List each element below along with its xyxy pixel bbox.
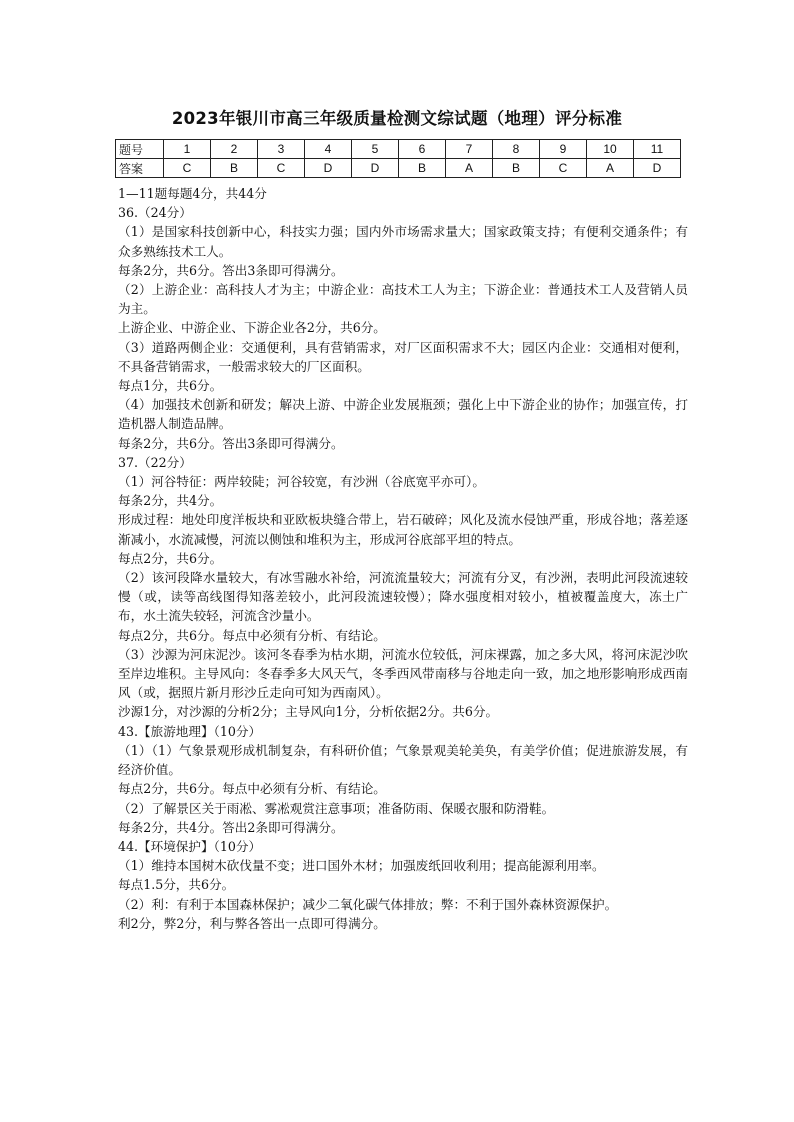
answer-paragraph: （2）利：有利于本国森林保护；减少二氧化碳气体排放；弊：不利于国外森林资源保护。 — [118, 896, 618, 912]
answer-paragraph: （2）了解景区关于雨凇、雾凇观赏注意事项；准备防雨、保暖衣服和防滑鞋。 — [118, 800, 555, 816]
table-header-answer: 答案 — [116, 159, 164, 178]
table-cell-answer: C — [540, 159, 587, 178]
table-cell-answer: B — [399, 159, 446, 178]
answer-paragraph: （1）是国家科技创新中心，科技实力强；国内外市场需求量大；国家政策支持；有便利交通条件；有众多熟练技术工人。 — [118, 224, 688, 259]
scoring-note: 每条2分，共6分。答出3条即可得满分。 — [118, 435, 344, 451]
table-cell-answer: A — [446, 159, 493, 178]
scoring-note: 每点2分，共6分。每点中必须有分析、有结论。 — [118, 627, 386, 643]
score-summary-line: 1—11题每题4分，共44分 — [118, 186, 267, 201]
question-heading: 43.【旅游地理】（10分） — [118, 723, 262, 739]
scoring-note: 每点2分，共6分。 — [118, 550, 223, 566]
scoring-note: 每点2分，共6分。每点中必须有分析、有结论。 — [118, 781, 386, 797]
table-cell-number: 8 — [493, 140, 540, 159]
table-cell-answer: B — [211, 159, 258, 178]
answer-paragraph: （2）上游企业：高科技人才为主；中游企业：高技术工人为主；下游企业：普通技术工人及营销人员为主。 — [118, 282, 688, 317]
scoring-note: 沙源1分，对沙源的分析2分；主导风向1分，分析依据2分。共6分。 — [118, 704, 499, 720]
scoring-note: 每条2分，共6分。答出3条即可得满分。 — [118, 262, 344, 278]
table-cell-number: 11 — [634, 140, 681, 159]
table-cell-answer: C — [258, 159, 305, 178]
table-cell-number: 3 — [258, 140, 305, 159]
scoring-note: 每条2分，共4分。答出2条即可得满分。 — [118, 819, 344, 835]
table-cell-number: 10 — [587, 140, 634, 159]
scoring-note: 每点1分，共6分。 — [118, 378, 223, 394]
answer-paragraph: （3）沙源为河床泥沙。该河冬春季为枯水期，河流水位较低，河床裸露，加之多大风，将河床泥沙吹至岸边堆积。主导风向：冬春季多大风天气，冬季西风带南移与谷地走向一致，加之地形影响形成西南风（或，据照片新月形沙丘走向可知为西南风）。 — [118, 646, 688, 701]
question-heading: 44.【环境保护】（10分） — [118, 838, 262, 854]
table-cell-number: 2 — [211, 140, 258, 159]
table-cell-number: 4 — [305, 140, 352, 159]
answer-paragraph: （1）维持本国树木砍伐量不变；进口国外木材；加强废纸回收利用；提高能源利用率。 — [118, 858, 605, 874]
scoring-note: 上游企业、中游企业、下游企业各2分，共6分。 — [118, 320, 386, 336]
table-cell-answer: B — [493, 159, 540, 178]
answer-paragraph: （3）道路两侧企业：交通便利，具有营销需求，对厂区面积需求不大；园区内企业：交通相对便利，不具备营销需求，一般需求较大的厂区面积。 — [118, 339, 688, 374]
answer-paragraph: （1）河谷特征：两岸较陡；河谷较宽，有沙洲（谷底宽平亦可）。 — [118, 474, 485, 490]
table-cell-answer: D — [352, 159, 399, 178]
scoring-note: 每条2分，共4分。 — [118, 493, 223, 509]
page-title: 2023年银川市高三年级质量检测文综试题（地理）评分标准 — [171, 109, 623, 128]
table-header-question-number: 题号 — [116, 140, 164, 159]
answer-paragraph: 形成过程：地处印度洋板块和亚欧板块缝合带上，岩石破碎；风化及流水侵蚀严重，形成谷地；落差逐渐减小，水流减慢，河流以侧蚀和堆积为主，形成河谷底部平坦的特点。 — [118, 512, 688, 547]
answer-paragraph: （2）该河段降水量较大，有冰雪融水补给，河流流量较大；河流有分叉，有沙洲，表明此河段流速较慢（或，读等高线图得知落差较小，此河段流速较慢）；降水强度相对较小，植被覆盖度大，冻土广布，水土流失较轻，河流含沙量小。 — [118, 570, 688, 624]
scoring-body — [118, 184, 688, 933]
question-heading: 37.（22分） — [118, 454, 192, 470]
table-cell-number: 5 — [352, 140, 399, 159]
answer-table-row-answers — [116, 159, 681, 178]
table-cell-answer: D — [634, 159, 681, 178]
scoring-note: 利2分，弊2分，利与弊各答出一点即可得满分。 — [118, 915, 386, 931]
answer-table-row-numbers — [116, 140, 681, 159]
answer-paragraph: （4）加强技术创新和研发；解决上游、中游企业发展瓶颈；强化上中下游企业的协作；加强宣传，打造机器人制造品牌。 — [118, 397, 688, 432]
table-cell-answer: D — [305, 159, 352, 178]
answer-table — [115, 139, 681, 178]
question-heading: 36.（24分） — [118, 205, 192, 221]
table-cell-number: 9 — [540, 140, 587, 159]
table-cell-number: 6 — [399, 140, 446, 159]
table-cell-number: 1 — [164, 140, 211, 159]
answer-paragraph: （1）（1）气象景观形成机制复杂，有科研价值；气象景观美轮美奂，有美学价值；促进旅游发展，有经济价值。 — [118, 742, 688, 778]
table-cell-number: 7 — [446, 140, 493, 159]
table-cell-answer: A — [587, 159, 634, 178]
table-cell-answer: C — [164, 159, 211, 178]
scoring-note: 每点1.5分，共6分。 — [118, 877, 235, 893]
